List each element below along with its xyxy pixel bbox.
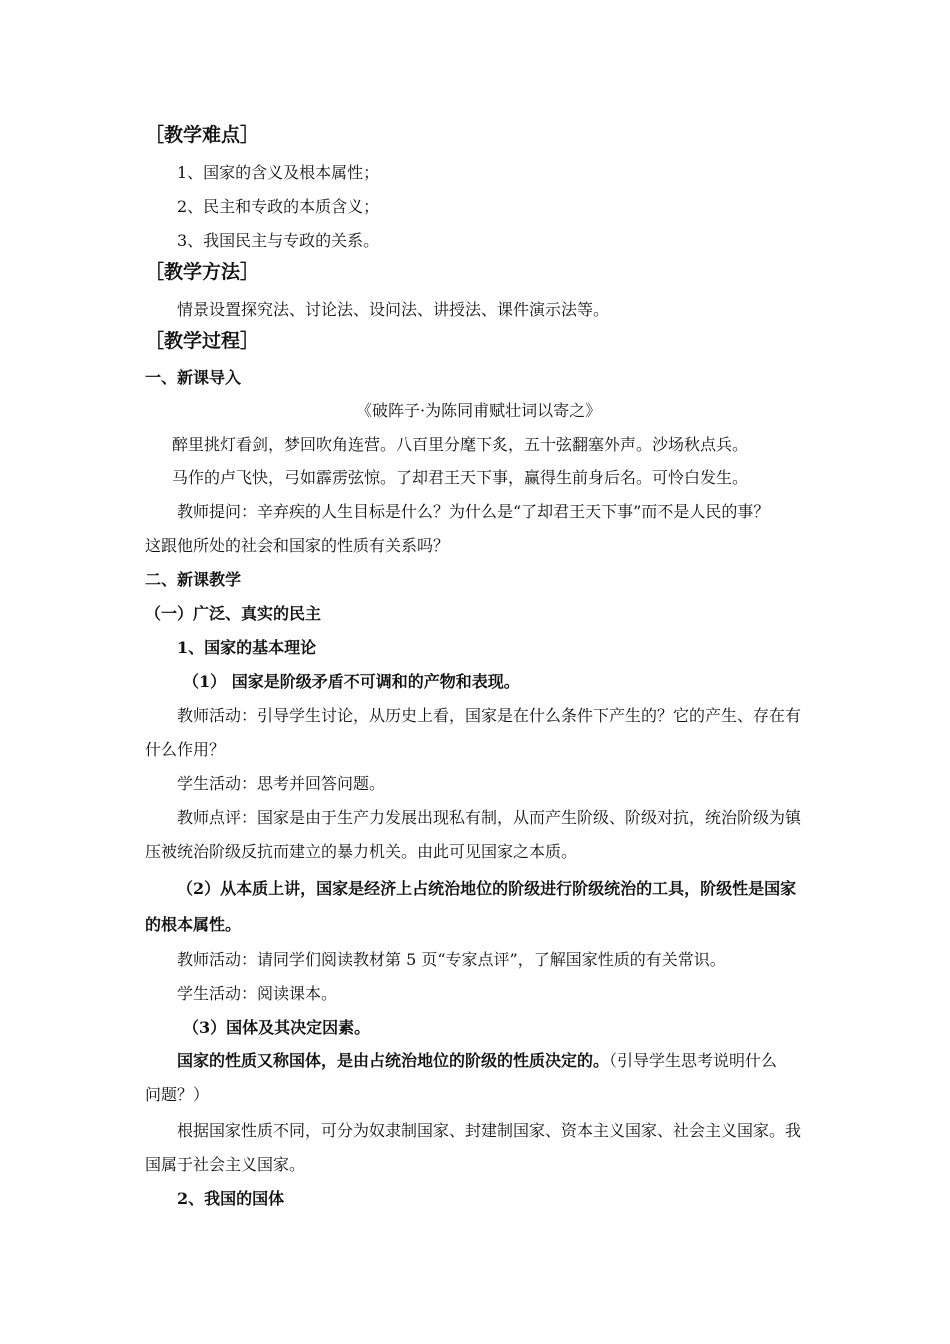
point-1-2-line-2: 的根本属性。 [145,915,242,934]
poem-title: 《破阵子·为陈同甫赋壮词以寄之》 [356,401,602,420]
section-heading-new-lesson: 二、新课教学 [145,570,242,589]
difficulty-item-3: 3、我国民主与专政的关系。 [177,231,380,250]
state-types-line-1: 根据国家性质不同，可分为奴隶制国家、封建制国家、资本主义国家、社会主义国家。我 [177,1121,802,1140]
point-heading-our-state-system: 2、我国的国体 [177,1189,285,1208]
subsection-heading-democracy: （一）广泛、真实的民主 [145,604,322,623]
poem-line-1: 醉里挑灯看剑，梦回吹角连营。八百里分麾下炙，五十弦翻塞外声。沙场秋点兵。 [172,435,749,454]
state-nature-line-2: 问题？） [145,1085,210,1104]
point-1-3: （3）国体及其决定因素。 [183,1018,371,1037]
state-nature-rest: （引导学生思考说明什么 [609,1051,778,1070]
difficulty-item-1: 1、国家的含义及根本属性； [177,163,380,182]
point-heading-state-theory: 1、国家的基本理论 [177,638,317,657]
teacher-comment-line-2: 压被统治阶级反抗而建立的暴力机关。由此可见国家之本质。 [145,842,578,861]
state-nature-bold: 国家的性质又称国体，是由占统治地位的阶级的性质决定的。 [177,1051,610,1070]
student-activity-1: 学生活动：思考并回答问题。 [177,774,386,793]
teacher-question-line-2: 这跟他所处的社会和国家的性质有关系吗？ [145,536,450,555]
heading-teaching-process: ［教学过程］ [145,330,260,352]
difficulty-item-2: 2、民主和专政的本质含义； [177,197,380,216]
poem-line-2: 马作的卢飞快，弓如霹雳弦惊。了却君王天下事，赢得生前身后名。可怜白发生。 [172,468,749,487]
heading-teaching-difficulty: ［教学难点］ [145,124,260,146]
section-heading-intro: 一、新课导入 [145,368,242,387]
state-nature-line-1 [177,1051,777,1071]
point-1-1: （1） 国家是阶级矛盾不可调和的产物和表现。 [183,672,520,691]
student-activity-2: 学生活动：阅读课本。 [177,984,338,1003]
heading-teaching-method: ［教学方法］ [145,261,260,283]
method-text: 情景设置探究法、讨论法、设问法、讲授法、课件演示法等。 [177,300,610,319]
teacher-activity-2: 教师活动：请同学们阅读教材第 5 页“专家点评”，了解国家性质的有关常识。 [177,950,726,969]
state-types-line-2: 国属于社会主义国家。 [145,1155,306,1174]
teacher-activity-1-line-2: 什么作用？ [145,740,226,759]
teacher-comment-line-1: 教师点评：国家是由于生产力发展出现私有制，从而产生阶级、阶级对抗，统治阶级为镇 [177,808,802,827]
teacher-activity-1-line-1: 教师活动：引导学生讨论，从历史上看，国家是在什么条件下产生的？它的产生、存在有 [177,706,802,725]
point-1-2-line-1: （2）从本质上讲，国家是经济上占统治地位的阶级进行阶级统治的工具，阶级性是国家 [177,879,797,898]
teacher-question-line-1: 教师提问：辛弃疾的人生目标是什么？为什么是“了却君王天下事”而不是人民的事？ [177,502,770,521]
